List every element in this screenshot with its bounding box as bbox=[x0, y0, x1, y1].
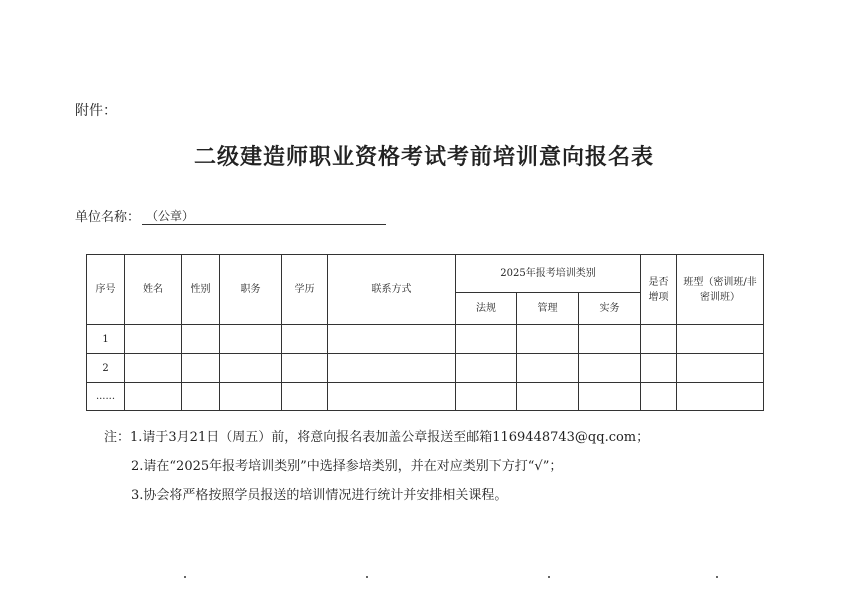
cell-gender[interactable] bbox=[182, 325, 220, 354]
row-seq: 1 bbox=[87, 325, 125, 354]
header-contact: 联系方式 bbox=[328, 255, 456, 325]
cell-position[interactable] bbox=[220, 354, 282, 383]
cell-gender[interactable] bbox=[182, 383, 220, 411]
unit-name-label: 单位名称： bbox=[75, 210, 141, 225]
cell-class-type[interactable] bbox=[677, 383, 764, 411]
header-category-1: 法规 bbox=[456, 293, 517, 325]
note-line-2: 2.请在“2025年报考培训类别”中选择参培类别，并在对应类别下方打“√”； bbox=[131, 459, 563, 474]
unit-name-row bbox=[75, 206, 386, 225]
cell-category-3[interactable] bbox=[579, 354, 641, 383]
cell-name[interactable] bbox=[125, 325, 182, 354]
note-line-1: 注：1.请于3月21日（周五）前，将意向报名表加盖公章报送至邮箱1169448743@qq.com； bbox=[104, 430, 650, 445]
table-row bbox=[87, 383, 764, 411]
table-row bbox=[87, 354, 764, 383]
scan-speck bbox=[548, 576, 550, 578]
scan-speck bbox=[716, 576, 718, 578]
registration-table bbox=[86, 254, 764, 411]
cell-addon[interactable] bbox=[641, 383, 677, 411]
cell-class-type[interactable] bbox=[677, 354, 764, 383]
page-title: 二级建造师职业资格考试考前培训意向报名表 bbox=[193, 145, 654, 170]
row-seq: ...... bbox=[87, 383, 125, 411]
header-addon: 是否增项 bbox=[641, 255, 677, 325]
cell-education[interactable] bbox=[282, 354, 328, 383]
header-category-3: 实务 bbox=[579, 293, 641, 325]
notes-section bbox=[104, 423, 649, 510]
cell-category-3[interactable] bbox=[579, 325, 641, 354]
cell-contact[interactable] bbox=[328, 354, 456, 383]
header-seq: 序号 bbox=[87, 255, 125, 325]
cell-category-1[interactable] bbox=[456, 354, 517, 383]
cell-category-2[interactable] bbox=[517, 383, 579, 411]
cell-position[interactable] bbox=[220, 325, 282, 354]
scan-speck bbox=[184, 576, 186, 578]
cell-education[interactable] bbox=[282, 383, 328, 411]
row-seq: 2 bbox=[87, 354, 125, 383]
cell-category-2[interactable] bbox=[517, 354, 579, 383]
header-name: 姓名 bbox=[125, 255, 182, 325]
cell-class-type[interactable] bbox=[677, 325, 764, 354]
cell-education[interactable] bbox=[282, 325, 328, 354]
header-category-2: 管理 bbox=[517, 293, 579, 325]
header-class-type: 班型（密训班/非密训班） bbox=[677, 255, 764, 325]
cell-name[interactable] bbox=[125, 354, 182, 383]
cell-category-1[interactable] bbox=[456, 325, 517, 354]
cell-addon[interactable] bbox=[641, 354, 677, 383]
header-position: 职务 bbox=[220, 255, 282, 325]
cell-contact[interactable] bbox=[328, 383, 456, 411]
cell-addon[interactable] bbox=[641, 325, 677, 354]
cell-category-1[interactable] bbox=[456, 383, 517, 411]
scan-speck bbox=[366, 576, 368, 578]
header-education: 学历 bbox=[282, 255, 328, 325]
header-category-group: 2025年报考培训类别 bbox=[456, 255, 641, 293]
cell-gender[interactable] bbox=[182, 354, 220, 383]
header-row-top bbox=[87, 255, 764, 293]
unit-name-field: （公章） bbox=[142, 207, 386, 225]
table-row bbox=[87, 325, 764, 354]
header-gender: 性别 bbox=[182, 255, 220, 325]
cell-contact[interactable] bbox=[328, 325, 456, 354]
note-line-3: 3.协会将严格按照学员报送的培训情况进行统计并安排相关课程。 bbox=[131, 488, 508, 503]
cell-category-3[interactable] bbox=[579, 383, 641, 411]
attachment-label: 附件： bbox=[75, 103, 117, 119]
cell-category-2[interactable] bbox=[517, 325, 579, 354]
cell-position[interactable] bbox=[220, 383, 282, 411]
cell-name[interactable] bbox=[125, 383, 182, 411]
